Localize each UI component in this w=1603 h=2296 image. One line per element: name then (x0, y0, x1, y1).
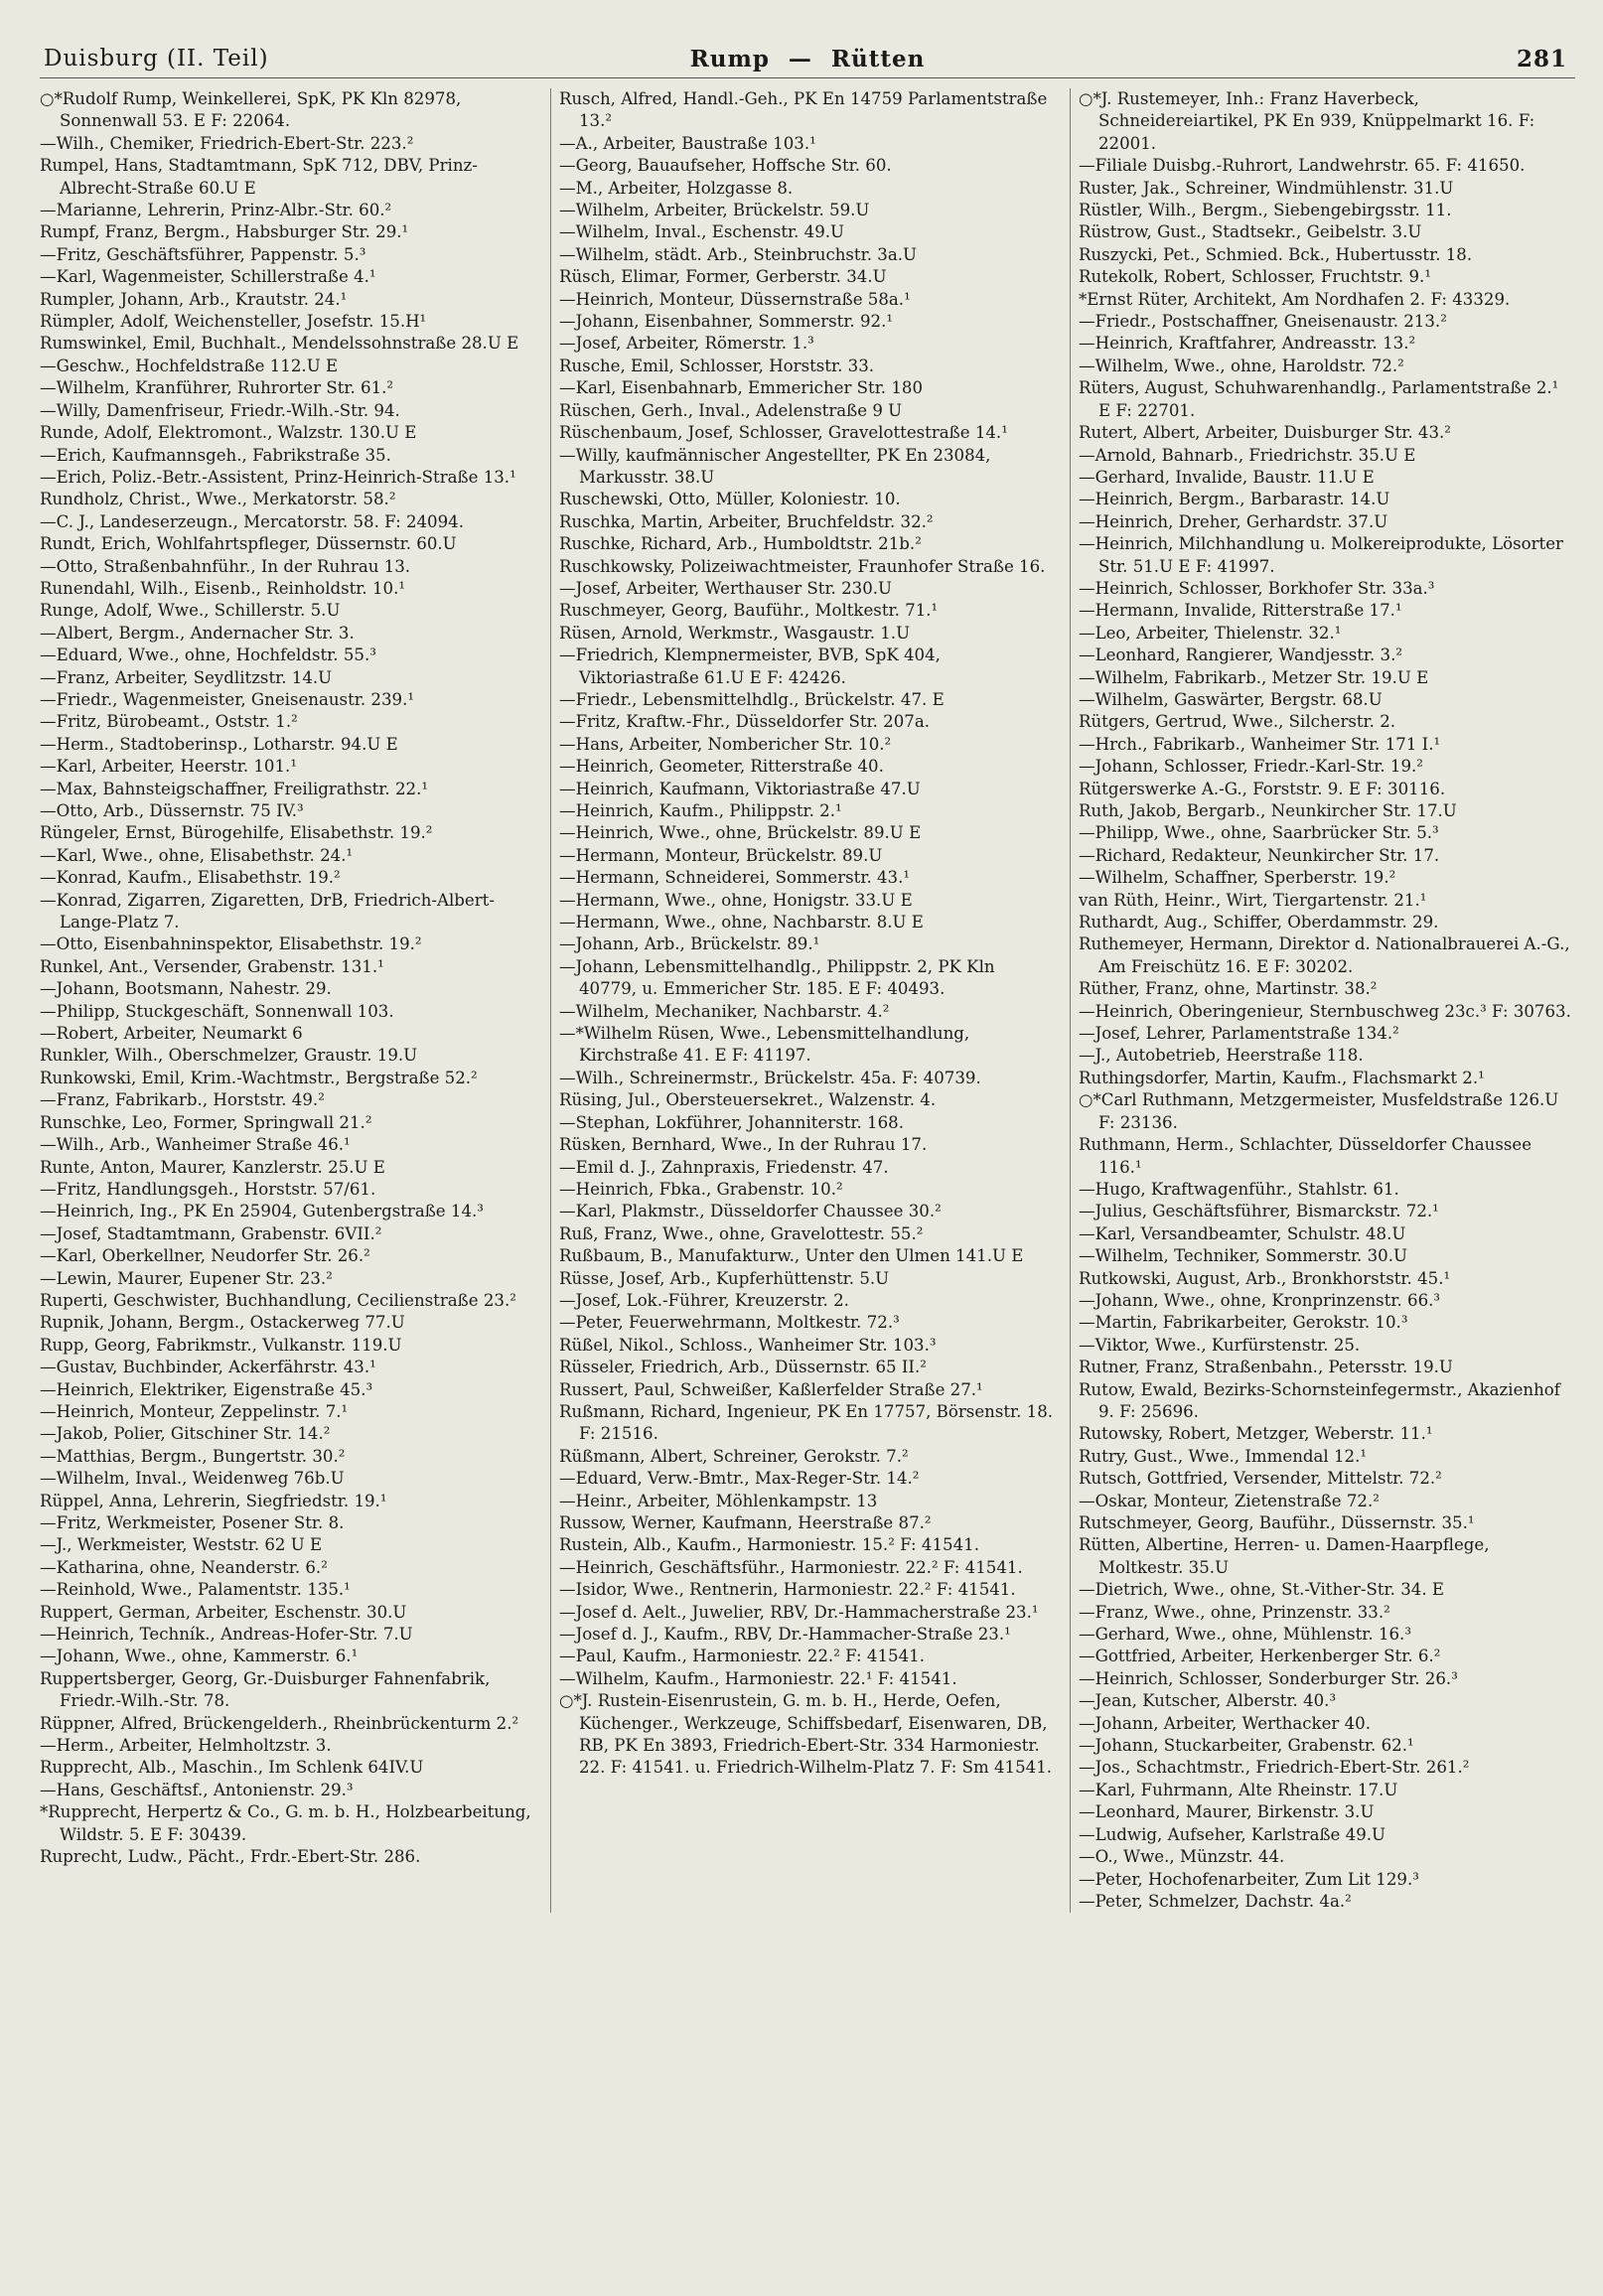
directory-entry: —Stephan, Lokführer, Johanniterstr. 168. (559, 1112, 904, 1132)
directory-entry: Ruschewski, Otto, Müller, Koloniestr. 10. (559, 490, 901, 509)
directory-entry: Ruschka, Martin, Arbeiter, Bruchfeldstr. 32.² (559, 511, 934, 531)
directory-entry: —Wilhelm, Arbeiter, Brückelstr. 59.U (559, 201, 870, 220)
directory-entry: —Wilh., Arb., Wanheimer Straße 46.¹ (40, 1135, 351, 1155)
directory-entry: Rüppner, Alfred, Brückengelderh., Rheinbrückenturm 2.² (40, 1713, 519, 1733)
directory-entry: —Josef, Arbeiter, Werthauser Str. 230.U (559, 578, 893, 598)
directory-entry: —Heinrich, Monteur, Düssernstraße 58a.¹ (559, 289, 911, 309)
directory-entry: —Wilhelm, Mechaniker, Nachbarstr. 4.² (559, 1001, 890, 1021)
directory-entry: —Matthias, Bergm., Bungertstr. 30.² (40, 1446, 346, 1466)
directory-entry: —Eduard, Wwe., ohne, Hochfeldstr. 55.³ (40, 646, 376, 665)
directory-entry: —Johann, Stuckarbeiter, Grabenstr. 62.¹ (1079, 1736, 1414, 1756)
directory-entry: —Wilh., Chemiker, Friedrich-Ebert-Str. 223.² (40, 133, 414, 153)
directory-entry: —Karl, Wwe., ohne, Elisabethstr. 24.¹ (40, 845, 354, 865)
directory-entry: —Hans, Geschäftsf., Antonienstr. 29.³ (40, 1780, 354, 1799)
directory-entry: —Friedr., Lebensmittelhdlg., Brückelstr. 47. E (559, 689, 945, 709)
directory-entry: Rütgers, Gertrud, Wwe., Silcherstr. 2. (1079, 712, 1396, 732)
directory-entry: Ruppert, German, Arbeiter, Eschenstr. 30.U (40, 1602, 407, 1622)
directory-entry: Rüschenbaum, Josef, Schlosser, Gravelottestraße 14.¹ (559, 423, 1008, 443)
directory-entry: Ruthardt, Aug., Schiffer, Oberdammstr. 29. (1079, 913, 1439, 933)
directory-entry: Runte, Anton, Maurer, Kanzlerstr. 25.U E (40, 1157, 385, 1177)
directory-entry: —Wilh., Schreinermstr., Brückelstr. 45a. F: 40739. (559, 1068, 981, 1087)
directory-entry: Rupnik, Johann, Bergm., Ostackerweg 77.U (40, 1313, 405, 1333)
directory-entry: —Wilhelm, Schaffner, Sperberstr. 19.² (1079, 868, 1396, 888)
directory-entry: —Otto, Arb., Düssernstr. 75 IV.³ (40, 801, 304, 820)
directory-entry: Rüßel, Nikol., Schloss., Wanheimer Str. 103.³ (559, 1335, 937, 1355)
directory-entry: —Johann, Lebensmittelhandlg., Philippstr. 2, PK Kln 40779, u. Emmericher Str. 185. E F: 40493. (559, 956, 995, 999)
directory-entry: —Philipp, Wwe., ohne, Saarbrücker Str. 5.³ (1079, 823, 1439, 843)
directory-entry: —Konrad, Zigarren, Zigaretten, DrB, Friedrich-Albert-Lange-Platz 7. (40, 890, 495, 933)
directory-entry: —A., Arbeiter, Baustraße 103.¹ (559, 133, 816, 153)
directory-entry: —Heinrich, Wwe., ohne, Brückelstr. 89.U E (559, 823, 922, 843)
directory-entry: —Franz, Wwe., ohne, Prinzenstr. 33.² (1079, 1602, 1390, 1622)
directory-entry: —O., Wwe., Münzstr. 44. (1079, 1847, 1285, 1867)
directory-entry: —Wilhelm, städt. Arb., Steinbruchstr. 3a.U (559, 244, 917, 264)
directory-entry: Rundt, Erich, Wohlfahrtspfleger, Düssernstr. 60.U (40, 534, 457, 554)
directory-entry: —Heinrich, Elektriker, Eigenstraße 45.³ (40, 1379, 373, 1399)
running-head-city: Duisburg (II. Teil) (44, 46, 269, 72)
directory-entry: —Johann, Schlosser, Friedr.-Karl-Str. 19.² (1079, 757, 1423, 777)
directory-entry: —Heinrich, Kaufmann, Viktoriastraße 47.U (559, 779, 921, 798)
directory-entry: —Wilhelm, Inval., Eschenstr. 49.U (559, 222, 845, 242)
directory-entry: —Katharina, ohne, Neanderstr. 6.² (40, 1557, 328, 1577)
directory-entry: —Gerhard, Invalide, Baustr. 11.U E (1079, 467, 1375, 487)
directory-entry: —Hans, Arbeiter, Nombericher Str. 10.² (559, 734, 892, 754)
directory-entry: —Johann, Eisenbahner, Sommerstr. 92.¹ (559, 312, 894, 332)
directory-entry: —Johann, Wwe., ohne, Kammerstr. 6.¹ (40, 1647, 359, 1666)
directory-entry: —Otto, Straßenbahnführ., In der Ruhrau 13. (40, 556, 411, 576)
directory-entry: —Josef, Lok.-Führer, Kreuzerstr. 2. (559, 1290, 849, 1310)
directory-entry: —Leonhard, Maurer, Birkenstr. 3.U (1079, 1802, 1375, 1822)
directory-entry: —Wilhelm, Kaufm., Harmoniestr. 22.¹ F: 41541. (559, 1668, 957, 1688)
directory-entry: —Wilhelm, Wwe., ohne, Haroldstr. 72.² (1079, 356, 1404, 375)
directory-entry: —Martin, Fabrikarbeiter, Gerokstr. 10.³ (1079, 1313, 1408, 1333)
directory-entry: —Fritz, Handlungsgeh., Horststr. 57/61. (40, 1179, 376, 1199)
directory-entry: Ruß, Franz, Wwe., ohne, Gravelottestr. 55.² (559, 1223, 924, 1243)
directory-entry: Ruthingsdorfer, Martin, Kaufm., Flachsmarkt 2.¹ (1079, 1068, 1485, 1087)
directory-entry: —Josef, Lehrer, Parlamentstraße 134.² (1079, 1024, 1399, 1044)
directory-entry: —Josef d. J., Kaufm., RBV, Dr.-Hammacher-Straße 23.¹ (559, 1625, 1011, 1645)
directory-entry: —Wilhelm, Gaswärter, Bergstr. 68.U (1079, 689, 1383, 709)
directory-entry: —J., Werkmeister, Weststr. 62 U E (40, 1535, 323, 1555)
entry-columns (40, 88, 1575, 1913)
directory-entry: Ruthmann, Herm., Schlachter, Düsseldorfer Chaussee 116.¹ (1079, 1135, 1532, 1177)
directory-entry: —Friedr., Wagenmeister, Gneisenaustr. 239.¹ (40, 689, 414, 709)
directory-entry: —Hrch., Fabrikarb., Wanheimer Str. 171 I.¹ (1079, 734, 1441, 754)
directory-entry: —Karl, Arbeiter, Heerstr. 101.¹ (40, 757, 297, 777)
directory-entry: —Peter, Feuerwehrmann, Moltkestr. 72.³ (559, 1313, 900, 1333)
directory-entry: Rutekolk, Robert, Schlosser, Fruchtstr. 9.¹ (1079, 267, 1431, 287)
directory-entry: —Hermann, Monteur, Brückelstr. 89.U (559, 845, 883, 865)
directory-entry: Rüters, August, Schuhwarenhandlg., Parlamentstraße 2.¹ E F: 22701. (1079, 378, 1559, 420)
directory-entry: —Richard, Redakteur, Neunkircher Str. 17. (1079, 845, 1440, 865)
directory-entry: —Emil d. J., Zahnpraxis, Friedenstr. 47. (559, 1157, 889, 1177)
running-head-name-range: Rump — Rütten (689, 46, 926, 72)
directory-entry: Rutry, Gust., Wwe., Immendal 12.¹ (1079, 1446, 1368, 1466)
directory-entry: Rutsch, Gottfried, Versender, Mittelstr. 72.² (1079, 1469, 1442, 1489)
directory-entry: *Rupprecht, Herpertz & Co., G. m. b. H., Holzbearbeitung, Wildstr. 5. E F: 30439. (40, 1802, 531, 1844)
directory-entry: Rumpler, Johann, Arb., Krautstr. 24.¹ (40, 289, 348, 309)
directory-entry: Rümpler, Adolf, Weichensteller, Josefstr. 15.H¹ (40, 312, 427, 332)
directory-entry: Runendahl, Wilh., Eisenb., Reinholdstr. 10.¹ (40, 578, 406, 598)
directory-entry: —Leonhard, Rangierer, Wandjesstr. 3.² (1079, 646, 1403, 665)
directory-entry: —Marianne, Lehrerin, Prinz-Albr.-Str. 60.² (40, 201, 392, 220)
directory-entry: —Wilhelm, Techniker, Sommerstr. 30.U (1079, 1246, 1407, 1266)
directory-entry: —Arnold, Bahnarb., Friedrichstr. 35.U E (1079, 445, 1416, 465)
directory-entry: Ruschkowsky, Polizeiwachtmeister, Fraunhofer Straße 16. (559, 556, 1046, 576)
directory-entry: —Johann, Arb., Brückelstr. 89.¹ (559, 934, 820, 954)
directory-entry: —Hermann, Wwe., ohne, Nachbarstr. 8.U E (559, 913, 924, 933)
directory-entry: ○*J. Rustein-Eisenrustein, G. m. b. H., Herde, Oefen, Küchenger., Werkzeuge, Schiffsbedarf, Eisenwaren, DB, RB, PK En 3893, Friedrich-Ebert-Str. 334 Harmoniestr. 22. F: 41541. u. Friedrich-Wilhelm-Platz 7. F: Sm 41541. (559, 1691, 1053, 1778)
directory-entry: —Hermann, Wwe., ohne, Honigstr. 33.U E (559, 890, 913, 910)
page-number: 281 (1516, 46, 1567, 72)
directory-entry: Ruthemeyer, Hermann, Direktor d. Nationalbrauerei A.-G., Am Freischütz 16. E F: 30202. (1079, 934, 1570, 976)
directory-entry: —Karl, Plakmstr., Düsseldorfer Chaussee 30.² (559, 1202, 942, 1221)
directory-entry: Ruppertsberger, Georg, Gr.-Duisburger Fahnenfabrik, Friedr.-Wilh.-Str. 78. (40, 1668, 491, 1711)
column-right (1070, 88, 1575, 1913)
directory-entry: —Franz, Arbeiter, Seydlitzstr. 14.U (40, 667, 333, 687)
directory-entry: —Viktor, Wwe., Kurfürstenstr. 25. (1079, 1335, 1361, 1355)
directory-entry: —Hermann, Invalide, Ritterstraße 17.¹ (1079, 601, 1402, 621)
directory-entry: —Fritz, Kraftw.-Fhr., Düsseldorfer Str. 207a. (559, 712, 930, 732)
directory-entry: Rütgerswerke A.-G., Forststr. 9. E F: 30116. (1079, 779, 1446, 798)
directory-entry: —Leo, Arbeiter, Thielenstr. 32.¹ (1079, 623, 1342, 643)
directory-entry: —Heinrich, Schlosser, Borkhofer Str. 33a.³ (1079, 578, 1435, 598)
directory-entry: —Ludwig, Aufseher, Karlstraße 49.U (1079, 1824, 1386, 1844)
directory-entry: Rumpel, Hans, Stadtamtmann, SpK 712, DBV, Prinz-Albrecht-Straße 60.U E (40, 156, 478, 198)
directory-entry: Rußbaum, B., Manufakturw., Unter den Ulmen 141.U E (559, 1246, 1024, 1266)
directory-entry: Rundholz, Christ., Wwe., Merkatorstr. 58.² (40, 490, 396, 509)
directory-entry: —Karl, Eisenbahnarb, Emmericher Str. 180 (559, 378, 924, 398)
directory-entry: —Karl, Fuhrmann, Alte Rheinstr. 17.U (1079, 1780, 1398, 1799)
directory-entry: Ruszycki, Pet., Schmied. Bck., Hubertusstr. 18. (1079, 244, 1473, 264)
directory-entry: —Fritz, Bürobeamt., Oststr. 1.² (40, 712, 298, 732)
directory-entry: —Johann, Wwe., ohne, Kronprinzenstr. 66.³ (1079, 1290, 1441, 1310)
directory-entry: —Peter, Hochofenarbeiter, Zum Lit 129.³ (1079, 1869, 1419, 1889)
directory-entry: Rutert, Albert, Arbeiter, Duisburger Str. 43.² (1079, 423, 1451, 443)
directory-entry: Ruster, Jak., Schreiner, Windmühlenstr. 31.U (1079, 178, 1454, 198)
directory-entry: —Heinrich, Ing., PK En 25904, Gutenbergstraße 14.³ (40, 1202, 484, 1221)
directory-entry: Russow, Werner, Kaufmann, Heerstraße 87.² (559, 1513, 932, 1532)
directory-entry: —Julius, Geschäftsführer, Bismarckstr. 72.¹ (1079, 1202, 1439, 1221)
directory-entry: —Herm., Stadtoberinsp., Lotharstr. 94.U E (40, 734, 398, 754)
directory-entry: —Isidor, Wwe., Rentnerin, Harmoniestr. 22.² F: 41541. (559, 1580, 1016, 1600)
directory-entry: —Franz, Fabrikarb., Horststr. 49.² (40, 1090, 325, 1110)
directory-entry: —Karl, Wagenmeister, Schillerstraße 4.¹ (40, 267, 376, 287)
directory-entry: ○*Carl Ruthmann, Metzgermeister, Musfeldstraße 126.U F: 23136. (1079, 1090, 1559, 1132)
directory-entry: —J., Autobetrieb, Heerstraße 118. (1079, 1046, 1364, 1066)
directory-entry: —Fritz, Werkmeister, Posener Str. 8. (40, 1513, 345, 1532)
directory-entry: Rüppel, Anna, Lehrerin, Siegfriedstr. 19.¹ (40, 1491, 387, 1510)
directory-entry: Runschke, Leo, Former, Springwall 21.² (40, 1112, 372, 1132)
directory-entry: —Heinrich, Bergm., Barbarastr. 14.U (1079, 490, 1390, 509)
directory-entry: Rupprecht, Alb., Maschin., Im Schlenk 64IV.U (40, 1758, 424, 1778)
directory-entry: Ruschmeyer, Georg, Bauführ., Moltkestr. 71.¹ (559, 601, 939, 621)
directory-entry: —Wilhelm, Inval., Weidenweg 76b.U (40, 1469, 345, 1489)
directory-entry: Runkel, Ant., Versender, Grabenstr. 131.¹ (40, 956, 384, 976)
directory-entry: —Heinrich, Oberingenieur, Sternbuschweg 23c.³ F: 30763. (1079, 1001, 1571, 1021)
directory-entry: —Erich, Kaufmannsgeh., Fabrikstraße 35. (40, 445, 391, 465)
directory-entry: Rüsken, Bernhard, Wwe., In der Ruhrau 17. (559, 1135, 928, 1155)
directory-entry: Runge, Adolf, Wwe., Schillerstr. 5.U (40, 601, 341, 621)
directory-entry: —Jean, Kutscher, Alberstr. 40.³ (1079, 1691, 1337, 1711)
directory-entry: Rusch, Alfred, Handl.-Geh., PK En 14759 Parlamentstraße 13.² (559, 89, 1048, 131)
directory-entry: —Erich, Poliz.-Betr.-Assistent, Prinz-Heinrich-Straße 13.¹ (40, 467, 516, 487)
directory-entry: —Josef, Arbeiter, Römerstr. 1.³ (559, 334, 814, 354)
directory-entry: —Josef, Stadtamtmann, Grabenstr. 6VII.² (40, 1223, 382, 1243)
directory-entry: —Robert, Arbeiter, Neumarkt 6 (40, 1024, 303, 1044)
directory-entry: Rüsing, Jul., Obersteuersekret., Walzenstr. 4. (559, 1090, 937, 1110)
directory-entry: —Konrad, Kaufm., Elisabethstr. 19.² (40, 868, 341, 888)
directory-entry: —Paul, Kaufm., Harmoniestr. 22.² F: 41541. (559, 1647, 925, 1666)
directory-entry: Russert, Paul, Schweißer, Kaßlerfelder Straße 27.¹ (559, 1379, 983, 1399)
directory-entry: —Georg, Bauaufseher, Hoffsche Str. 60. (559, 156, 892, 176)
directory-entry: —Reinhold, Wwe., Palamentstr. 135.¹ (40, 1580, 351, 1600)
directory-entry: Ruperti, Geschwister, Buchhandlung, Cecilienstraße 23.² (40, 1290, 516, 1310)
directory-entry: Rutschmeyer, Georg, Bauführ., Düssernstr. 35.¹ (1079, 1513, 1475, 1532)
directory-entry: —Karl, Oberkellner, Neudorfer Str. 26.² (40, 1246, 370, 1266)
directory-entry: —Filiale Duisbg.-Ruhrort, Landwehrstr. 65. F: 41650. (1079, 156, 1526, 176)
directory-entry: —Josef d. Aelt., Juwelier, RBV, Dr.-Hammacherstraße 23.¹ (559, 1602, 1039, 1622)
directory-entry: Rüsse, Josef, Arb., Kupferhüttenstr. 5.U (559, 1268, 890, 1288)
directory-entry: Runkler, Wilh., Oberschmelzer, Graustr. 19.U (40, 1046, 418, 1066)
directory-entry: —Wilhelm, Kranführer, Ruhrorter Str. 61.² (40, 378, 394, 398)
directory-entry: —Dietrich, Wwe., ohne, St.-Vither-Str. 34. E (1079, 1580, 1444, 1600)
directory-entry: Rußmann, Richard, Ingenieur, PK En 17757, Börsenstr. 18. F: 21516. (559, 1401, 1054, 1444)
directory-entry: Rutner, Franz, Straßenbahn., Petersstr. 19.U (1079, 1358, 1453, 1377)
directory-entry: —Friedrich, Klempnermeister, BVB, SpK 404, Viktoriastraße 61.U E F: 42426. (559, 646, 941, 687)
directory-entry: Rüther, Franz, ohne, Martinstr. 38.² (1079, 979, 1378, 999)
directory-entry: —Eduard, Verw.-Bmtr., Max-Reger-Str. 14.² (559, 1469, 920, 1489)
directory-entry: —Heinrich, Geschäftsführ., Harmoniestr. 22.² F: 41541. (559, 1557, 1023, 1577)
directory-entry: —Heinrich, Milchhandlung u. Molkereiprodukte, Lösorter Str. 51.U E F: 41997. (1079, 534, 1563, 576)
directory-entry: Rumswinkel, Emil, Buchhalt., Mendelssohnstraße 28.U E (40, 334, 519, 354)
directory-entry: Rüstrow, Gust., Stadtsekr., Geibelstr. 3.U (1079, 222, 1422, 242)
directory-entry: —Heinrich, Monteur, Zeppelinstr. 7.¹ (40, 1401, 349, 1421)
directory-entry: —Johann, Arbeiter, Werthacker 40. (1079, 1713, 1372, 1733)
directory-entry: Rusche, Emil, Schlosser, Horststr. 33. (559, 356, 875, 375)
directory-entry: Rüstler, Wilh., Bergm., Siebengebirgsstr. 11. (1079, 201, 1452, 220)
directory-entry: Runkowski, Emil, Krim.-Wachtmstr., Bergstraße 52.² (40, 1068, 478, 1087)
directory-entry: —Heinrich, Dreher, Gerhardstr. 37.U (1079, 511, 1388, 531)
directory-entry: Rustein, Alb., Kaufm., Harmoniestr. 15.² F: 41541. (559, 1535, 979, 1555)
directory-entry: —Karl, Versandbeamter, Schulstr. 48.U (1079, 1223, 1406, 1243)
directory-entry: Rutowsky, Robert, Metzger, Weberstr. 11.¹ (1079, 1424, 1433, 1444)
directory-entry: Rupp, Georg, Fabrikmstr., Vulkanstr. 119.U (40, 1335, 402, 1355)
directory-entry: —Lewin, Maurer, Eupener Str. 23.² (40, 1268, 333, 1288)
directory-entry: —Willy, kaufmännischer Angestellter, PK En 23084, Markusstr. 38.U (559, 445, 991, 487)
directory-entry: Ruth, Jakob, Bergarb., Neunkircher Str. 17.U (1079, 801, 1457, 820)
directory-entry: —Heinrich, Schlosser, Sonderburger Str. 26.³ (1079, 1668, 1458, 1688)
directory-entry: —Jos., Schachtmstr., Friedrich-Ebert-Str. 261.² (1079, 1758, 1470, 1778)
directory-entry: Rüsseler, Friedrich, Arb., Düssernstr. 65 II.² (559, 1358, 927, 1377)
directory-entry: Rutow, Ewald, Bezirks-Schornsteinfegermstr., Akazienhof 9. F: 25696. (1079, 1379, 1560, 1421)
directory-entry: ○*J. Rustemeyer, Inh.: Franz Haverbeck, Schneidereiartikel, PK En 939, Knüppelmarkt 16. F: 22001. (1079, 89, 1535, 153)
directory-entry: —Willy, Damenfriseur, Friedr.-Wilh.-Str. 94. (40, 400, 400, 420)
page-header (40, 44, 1575, 78)
directory-entry: —C. J., Landeserzeugn., Mercatorstr. 58. F: 24094. (40, 511, 465, 531)
directory-entry: Rumpf, Franz, Bergm., Habsburger Str. 29.¹ (40, 222, 409, 242)
directory-entry: —Heinrich, Kraftfahrer, Andreasstr. 13.² (1079, 334, 1416, 354)
directory-entry: —Peter, Schmelzer, Dachstr. 4a.² (1079, 1891, 1352, 1911)
directory-entry: van Rüth, Heinr., Wirt, Tiergartenstr. 21.¹ (1079, 890, 1427, 910)
directory-entry: —*Wilhelm Rüsen, Wwe., Lebensmittelhandlung, Kirchstraße 41. E F: 41197. (559, 1024, 970, 1066)
directory-entry: —Heinrich, Geometer, Ritterstraße 40. (559, 757, 884, 777)
directory-entry: —Gerhard, Wwe., ohne, Mühlenstr. 16.³ (1079, 1625, 1411, 1645)
directory-entry: —Heinr., Arbeiter, Möhlenkampstr. 13 (559, 1491, 878, 1510)
directory-entry: Rüßmann, Albert, Schreiner, Gerokstr. 7.² (559, 1446, 909, 1466)
column-middle (550, 88, 1056, 1913)
directory-entry: —Otto, Eisenbahninspektor, Elisabethstr. 19.² (40, 934, 422, 954)
directory-entry: —Heinrich, Techník., Andreas-Hofer-Str. 7.U (40, 1625, 413, 1645)
directory-entry: —Herm., Arbeiter, Helmholtzstr. 3. (40, 1736, 332, 1756)
directory-entry: —Fritz, Geschäftsführer, Pappenstr. 5.³ (40, 244, 366, 264)
directory-entry: —Wilhelm, Fabrikarb., Metzer Str. 19.U E (1079, 667, 1429, 687)
directory-entry: —Max, Bahnsteigschaffner, Freiligrathstr. 22.¹ (40, 779, 428, 798)
directory-entry: —Friedr., Postschaffner, Gneisenaustr. 213.² (1079, 312, 1447, 332)
directory-entry: —Philipp, Stuckgeschäft, Sonnenwall 103. (40, 1001, 394, 1021)
directory-entry: ○*Rudolf Rump, Weinkellerei, SpK, PK Kln 82978, Sonnenwall 53. E F: 22064. (40, 89, 462, 131)
directory-entry: Rüsen, Arnold, Werkmstr., Wasgaustr. 1.U (559, 623, 911, 643)
column-left (40, 88, 536, 1913)
directory-entry: Rüsch, Elimar, Former, Gerberstr. 34.U (559, 267, 887, 287)
directory-entry: —Gustav, Buchbinder, Ackerfährstr. 43.¹ (40, 1358, 376, 1377)
directory-entry: —Albert, Bergm., Andernacher Str. 3. (40, 623, 355, 643)
directory-entry: Rutkowski, August, Arb., Bronkhorststr. 45.¹ (1079, 1268, 1451, 1288)
directory-entry: —Oskar, Monteur, Zietenstraße 72.² (1079, 1491, 1380, 1510)
directory-entry: —Hermann, Schneiderei, Sommerstr. 43.¹ (559, 868, 911, 888)
directory-entry: Ruprecht, Ludw., Pächt., Frdr.-Ebert-Str. 286. (40, 1847, 421, 1867)
directory-entry: —Heinrich, Fbka., Grabenstr. 10.² (559, 1179, 843, 1199)
directory-entry: —Heinrich, Kaufm., Philippstr. 2.¹ (559, 801, 842, 820)
directory-entry: —Hugo, Kraftwagenführ., Stahlstr. 61. (1079, 1179, 1399, 1199)
directory-entry: *Ernst Rüter, Architekt, Am Nordhafen 2. F: 43329. (1079, 289, 1511, 309)
directory-entry: —Geschw., Hochfeldstraße 112.U E (40, 356, 339, 375)
directory-entry: Rütten, Albertine, Herren- u. Damen-Haarpflege, Moltkestr. 35.U (1079, 1535, 1490, 1577)
directory-entry: —Johann, Bootsmann, Nahestr. 29. (40, 979, 332, 999)
directory-entry: —Jakob, Polier, Gitschiner Str. 14.² (40, 1424, 331, 1444)
directory-entry: Runde, Adolf, Elektromont., Walzstr. 130.U E (40, 423, 417, 443)
directory-entry: —M., Arbeiter, Holzgasse 8. (559, 178, 794, 198)
directory-entry: —Gottfried, Arbeiter, Herkenberger Str. 6.² (1079, 1647, 1441, 1666)
directory-entry: Rüschen, Gerh., Inval., Adelenstraße 9 U (559, 400, 903, 420)
directory-entry: Ruschke, Richard, Arb., Humboldtstr. 21b.² (559, 534, 922, 554)
directory-entry: Rüngeler, Ernst, Bürogehilfe, Elisabethstr. 19.² (40, 823, 433, 843)
